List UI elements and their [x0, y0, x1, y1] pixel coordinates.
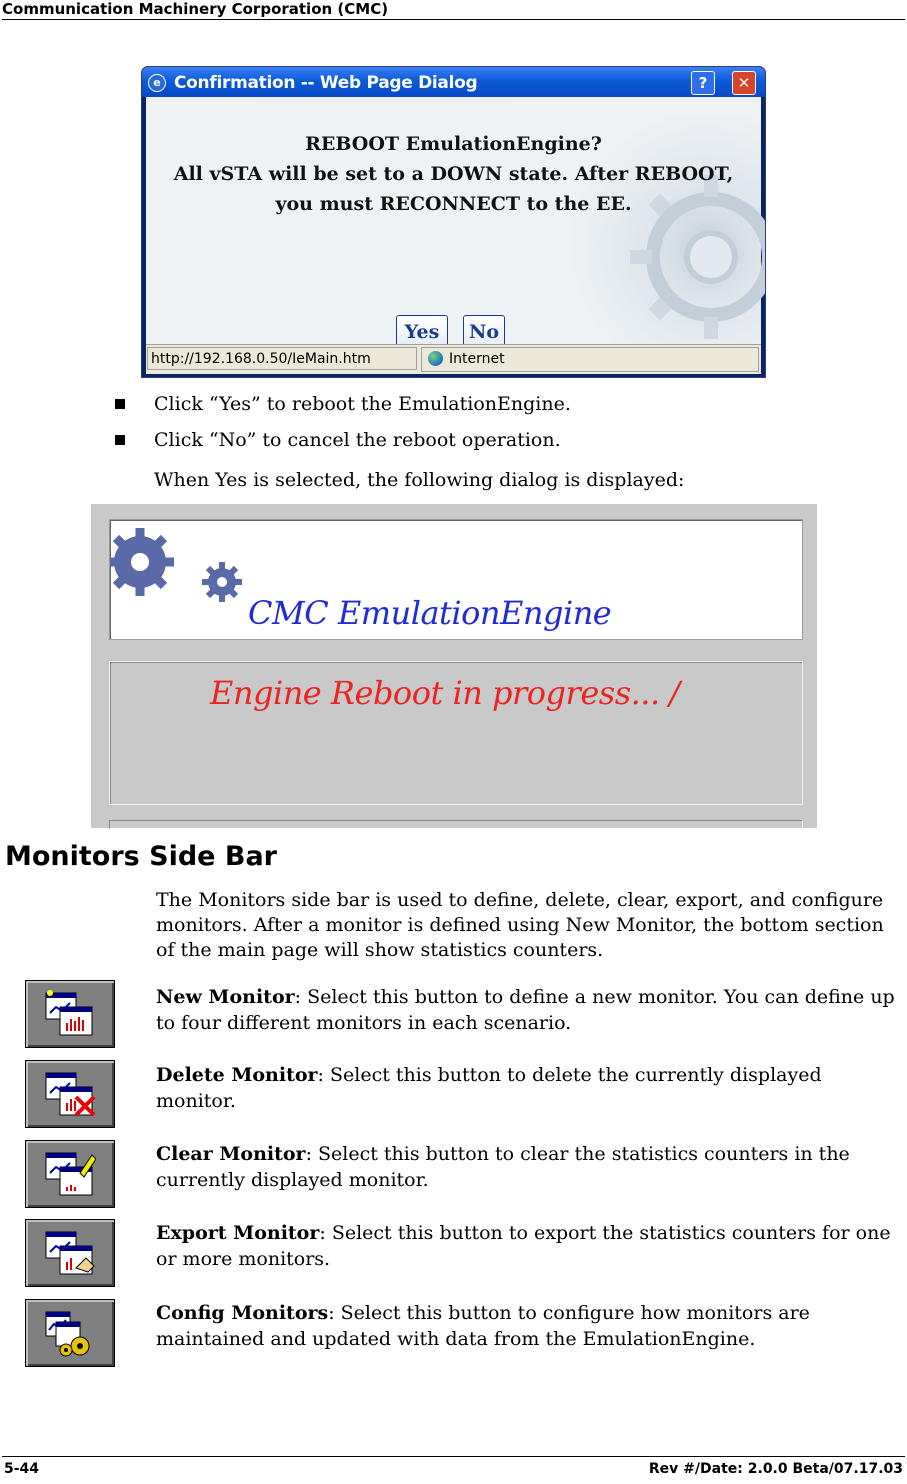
- revision-date: Rev #/Date: 2.0.0 Beta/07.17.03: [648, 1461, 903, 1477]
- config-monitors-desc: [156, 1300, 901, 1352]
- config-monitors-label: Config Monitors: [156, 1302, 329, 1324]
- export-monitor-desc: [156, 1220, 901, 1272]
- dialog-message: [146, 129, 761, 219]
- bullet-icon: [115, 435, 125, 445]
- reboot-bottom-frame: [109, 820, 803, 829]
- confirmation-dialog: [141, 66, 766, 378]
- status-zone: [421, 347, 759, 372]
- bullet-icon: [115, 399, 125, 409]
- dialog-title: Confirmation -- Web Page Dialog: [174, 73, 478, 93]
- delete-monitor-text: : Select this button to delete the currently displayed monitor.: [156, 1064, 822, 1112]
- new-monitor-text: : Select this button to define a new monitor. You can define up to four different monitors in each scenario.: [156, 986, 895, 1034]
- dialog-statusbar: [146, 344, 761, 374]
- export-monitor-button[interactable]: [25, 1219, 115, 1287]
- section-title: Monitors Side Bar: [5, 841, 277, 872]
- config-monitors-text: : Select this button to configure how monitors are maintained and updated with data from the EmulationEngine.: [156, 1302, 810, 1350]
- new-monitor-desc: [156, 984, 901, 1036]
- config-monitors-icon: [44, 1308, 96, 1358]
- yes-button[interactable]: Yes: [396, 315, 448, 349]
- internet-globe-icon: [428, 351, 443, 366]
- status-url: http://192.168.0.50/IeMain.htm: [147, 347, 417, 370]
- delete-monitor-desc: [156, 1062, 901, 1114]
- gears-logo-icon: [110, 520, 250, 620]
- status-zone-label: Internet: [449, 351, 505, 367]
- dialog-message-line3: you must RECONNECT to the EE.: [275, 193, 632, 215]
- reboot-banner: [109, 519, 803, 640]
- delete-monitor-button[interactable]: [25, 1060, 115, 1128]
- after-yes-text: When Yes is selected, the following dialog is displayed:: [154, 469, 685, 491]
- page-header: [2, 0, 905, 20]
- delete-monitor-label: Delete Monitor: [156, 1064, 318, 1086]
- reboot-progress-text: Engine Reboot in progress... /: [210, 674, 680, 712]
- dialog-message-line2: All vSTA will be set to a DOWN state. After REBOOT,: [173, 163, 734, 185]
- reboot-screen: [91, 504, 817, 828]
- reboot-progress-panel: [109, 661, 803, 805]
- dialog-titlebar: [142, 67, 765, 97]
- clear-monitor-text: : Select this button to clear the statistics counters in the currently displayed monitor.: [156, 1143, 850, 1191]
- config-monitors-button[interactable]: [25, 1299, 115, 1367]
- export-monitor-icon: [44, 1228, 96, 1278]
- dialog-body: [146, 97, 761, 344]
- clear-monitor-desc: [156, 1141, 901, 1193]
- help-button[interactable]: ?: [691, 71, 715, 95]
- page-footer: [2, 1456, 905, 1484]
- clear-monitor-icon: [44, 1149, 96, 1199]
- delete-monitor-icon: [44, 1069, 96, 1119]
- bullet-yes-text: Click “Yes” to reboot the EmulationEngine.: [154, 393, 571, 415]
- section-intro: The Monitors side bar is used to define, delete, clear, export, and configure monitors. After a monitor is defined using New Monitor, the bottom section of the main page will show statistics counters.: [156, 889, 884, 961]
- brand-title: CMC EmulationEngine: [248, 594, 612, 632]
- close-button[interactable]: ✕: [732, 71, 756, 95]
- clear-monitor-label: Clear Monitor: [156, 1143, 306, 1165]
- no-button[interactable]: No: [463, 315, 505, 349]
- bullet-no-text: Click “No” to cancel the reboot operation.: [154, 429, 561, 451]
- dialog-message-line1: REBOOT EmulationEngine?: [305, 133, 602, 155]
- page-number: 5-44: [4, 1461, 40, 1477]
- ie-logo-icon: e: [148, 74, 166, 92]
- clear-monitor-button[interactable]: [25, 1140, 115, 1208]
- new-monitor-button[interactable]: [25, 980, 115, 1048]
- header-title: Communication Machinery Corporation (CMC): [2, 0, 389, 18]
- export-monitor-text: : Select this button to export the statistics counters for one or more monitors.: [156, 1222, 891, 1270]
- export-monitor-label: Export Monitor: [156, 1222, 320, 1244]
- new-monitor-icon: [44, 989, 96, 1039]
- new-monitor-label: New Monitor: [156, 986, 295, 1008]
